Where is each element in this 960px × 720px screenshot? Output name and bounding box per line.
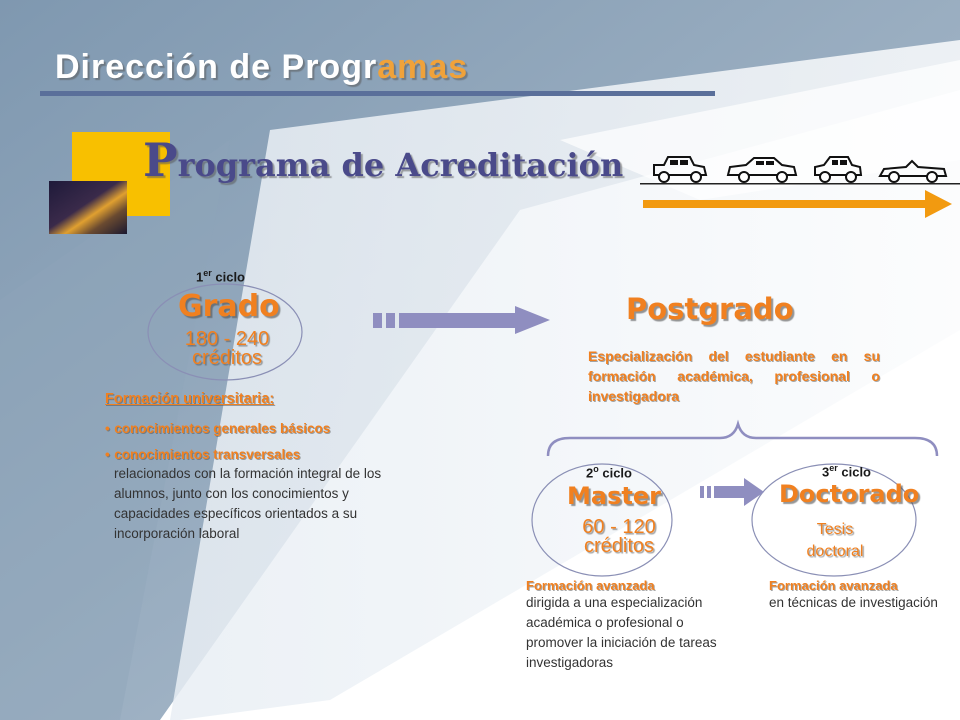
doctorado-line2: doctoral — [806, 543, 864, 560]
page-title-part2: amas — [377, 48, 469, 86]
grado-credits-range: 180 - 240 — [184, 328, 270, 350]
grado-bullet2-head: conocimientos transversales — [114, 447, 301, 462]
page-title-part1: Dirección de Progr — [55, 48, 378, 86]
car-icon — [726, 153, 798, 185]
master-ciclo-word: ciclo — [602, 465, 632, 481]
grado-title: Grado — [178, 289, 280, 324]
master-credits-word: créditos — [583, 535, 655, 557]
grado-credits-word: créditos — [191, 347, 263, 369]
master-ciclo-num: 2 — [586, 465, 594, 481]
car-icon — [650, 153, 710, 185]
car-icon — [878, 156, 948, 186]
bullet-dot: • — [105, 421, 110, 436]
grado-ciclo-num: 1 — [196, 269, 204, 285]
master-ciclo-label — [586, 464, 632, 480]
master-credits-range: 60 - 120 — [582, 516, 656, 538]
grado-bullet2-body: relacionados con la formación integral de los alumnos, junto con los conocimientos y capacidades específicos orientados a su incorporación laboral — [114, 466, 382, 541]
master-description — [526, 578, 726, 673]
doctorado-desc-head: Formación avanzada — [769, 578, 898, 593]
grado-ciclo-sup: er — [203, 268, 212, 278]
grado-bullet-list — [105, 420, 425, 552]
doctorado-ciclo-num: 3 — [822, 464, 830, 480]
master-title: Master — [567, 482, 661, 510]
grado-bullet1: conocimientos generales básicos — [114, 421, 331, 436]
bullet-dot: • — [105, 447, 110, 462]
program-title — [143, 133, 623, 187]
doctorado-ciclo-label — [822, 463, 871, 479]
postgrado-description: Especialización del estudiante en su formación académica, profesional o investigadora — [588, 348, 880, 404]
doctorado-line1: Tesis — [816, 521, 854, 538]
postgrado-title: Postgrado — [626, 292, 794, 326]
program-title-initial: P — [143, 133, 178, 187]
program-title-rest: rograma de Acreditación — [177, 146, 624, 184]
doctorado-title: Doctorado — [779, 480, 920, 508]
doctorado-desc-body: en técnicas de investigación — [769, 595, 938, 610]
grado-ciclo-label — [196, 268, 245, 284]
master-ciclo-sup: o — [593, 464, 599, 474]
doctorado-tesis — [790, 519, 880, 563]
doctorado-ciclo-word: ciclo — [841, 464, 871, 480]
grado-credits — [167, 330, 287, 368]
grado-ciclo-word: ciclo — [215, 269, 245, 285]
list-item — [105, 446, 425, 544]
doctorado-ciclo-sup: er — [829, 463, 838, 473]
list-item — [105, 420, 425, 438]
doctorado-description — [769, 578, 939, 613]
grado-formacion-heading: Formación universitaria: — [105, 391, 275, 407]
master-credits — [560, 518, 678, 556]
master-desc-head: Formación avanzada — [526, 578, 655, 593]
page-title — [55, 48, 468, 87]
car-icon — [812, 153, 864, 185]
master-desc-body: dirigida a una especialización académica o profesional o promover la iniciación de tareas investigadoras — [526, 595, 717, 670]
